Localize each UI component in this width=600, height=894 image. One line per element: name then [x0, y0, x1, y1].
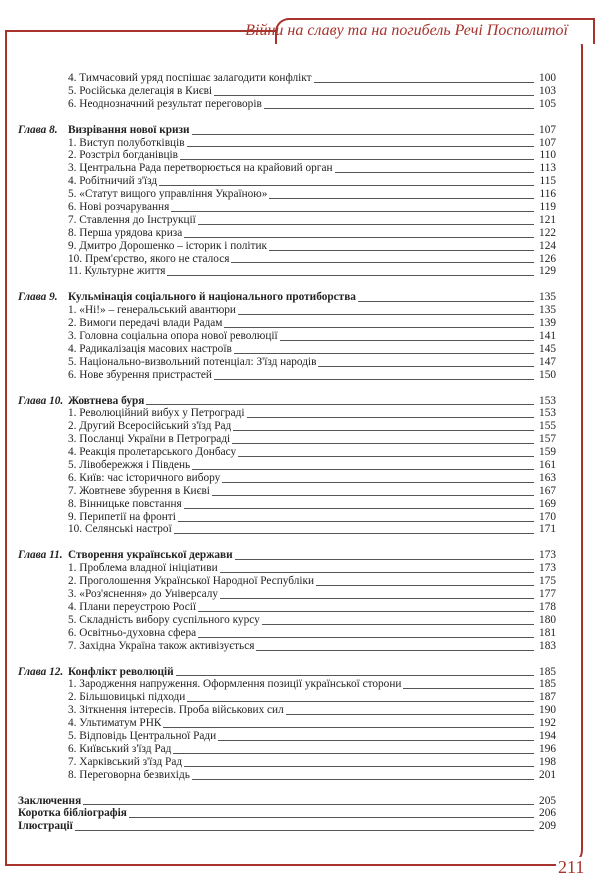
chapter-section — [18, 666, 556, 782]
page-ref: 135 — [539, 291, 556, 304]
toc-item — [18, 678, 556, 691]
toc-item — [18, 317, 556, 330]
page-ref: 192 — [539, 717, 556, 730]
page-ref: 198 — [539, 755, 556, 768]
toc-item — [18, 485, 556, 498]
toc-item — [18, 730, 556, 743]
chapter-title: Створення української держави — [68, 549, 233, 562]
page-ref: 113 — [539, 162, 556, 175]
page-ref: 153 — [539, 394, 556, 407]
toc-item — [18, 227, 556, 240]
leader-line — [235, 559, 534, 560]
page-ref: 178 — [539, 600, 556, 613]
page-ref: 170 — [539, 510, 556, 523]
toc-item — [18, 137, 556, 150]
toc-item — [18, 743, 556, 756]
back-matter-entry — [18, 820, 556, 833]
entry-title: 6. Нові розчарування — [68, 201, 170, 213]
leader-line — [129, 817, 534, 818]
leader-line — [220, 598, 534, 599]
page-ref: 159 — [539, 446, 556, 459]
entry-title: 6. Київський з'їзд Рад — [68, 742, 172, 755]
entry-title: 6. Неоднозначний результат переговорів — [68, 97, 262, 110]
page-ref: 110 — [539, 149, 556, 162]
toc-item — [18, 330, 556, 343]
page-ref: 167 — [539, 484, 556, 497]
entry-title: 6. Нове збурення пристрастей — [68, 368, 212, 381]
leader-line — [280, 340, 534, 341]
leader-line — [167, 275, 534, 276]
entry-title: 5. «Статут вищого управління Україною» — [68, 188, 268, 201]
toc-item — [18, 98, 556, 111]
page-ref: 206 — [539, 807, 556, 820]
back-matter-entry — [18, 795, 556, 808]
page-ref: 107 — [539, 123, 556, 136]
leader-line — [174, 533, 534, 534]
page-ref: 115 — [539, 175, 556, 188]
entry-title: 5. Російська делегація в Києві — [68, 84, 213, 97]
page-ref: 181 — [539, 626, 556, 639]
toc-item — [18, 201, 556, 214]
toc-item — [18, 175, 556, 188]
chapter-prefix: Глава 10. — [18, 394, 64, 407]
chapter-heading — [18, 291, 556, 304]
entry-title: 4. Ультиматум РНК — [68, 717, 162, 730]
leader-line — [180, 159, 534, 160]
page-ref: 183 — [539, 639, 556, 652]
page-ref: 116 — [539, 188, 556, 201]
page-ref: 185 — [539, 665, 556, 678]
chapter-prefix: Глава 9. — [18, 291, 58, 304]
entry-title: 2. Проголошення Української Народної Республіки — [68, 575, 315, 588]
leader-line — [192, 469, 534, 470]
page-ref: 103 — [539, 84, 556, 97]
chapter-section — [18, 395, 556, 537]
leader-line — [264, 108, 534, 109]
leader-line — [231, 262, 534, 263]
leader-line — [187, 701, 534, 702]
entry-title: 7. Харківський з'їзд Рад — [68, 755, 183, 768]
entry-title: 5. Лівобережжя і Південь — [68, 459, 191, 472]
entry-title: 7. Західна Україна також активізується — [68, 639, 255, 652]
entry-title: 3. Посланці України в Петрограді — [68, 433, 231, 446]
table-of-contents — [18, 72, 556, 833]
entry-title: 1. Виступ полуботківців — [68, 136, 185, 149]
leader-line — [83, 804, 534, 805]
leader-line — [192, 779, 534, 780]
leader-line — [358, 301, 534, 302]
toc-item — [18, 511, 556, 524]
leader-line — [218, 740, 534, 741]
page-ref: 105 — [539, 97, 556, 110]
leader-line — [184, 766, 534, 767]
chapter-section — [18, 124, 556, 279]
page-ref: 157 — [539, 433, 556, 446]
entry-title: 4. Тимчасовий уряд поспішає залагодити конфлікт — [68, 71, 312, 84]
toc-item — [18, 304, 556, 317]
entry-title: 3. «Роз'яснення» до Універсалу — [68, 588, 219, 601]
leader-line — [256, 650, 534, 651]
toc-item — [18, 356, 556, 369]
page-ref: 145 — [539, 342, 556, 355]
leader-line — [233, 430, 534, 431]
entry-title: 8. Вінницьке повстання — [68, 497, 182, 510]
chapter-heading — [18, 395, 556, 408]
leader-line — [238, 314, 534, 315]
page-number: 211 — [558, 857, 585, 877]
page-ref: 122 — [539, 226, 556, 239]
toc-item — [18, 149, 556, 162]
toc-item — [18, 498, 556, 511]
page-ref: 177 — [539, 588, 556, 601]
entry-title — [18, 395, 144, 408]
running-header: Війни на славу та на погибель Речі Посполитої — [245, 22, 568, 39]
entry-title: 10. Селянські настрої — [68, 523, 172, 536]
page-ref: 100 — [539, 71, 556, 84]
back-matter-entry — [18, 807, 556, 820]
leader-line — [75, 830, 534, 831]
leader-line — [159, 185, 534, 186]
page-ref: 173 — [539, 549, 556, 562]
entry-title: 3. Центральна Рада перетворюється на крайовий орган — [68, 162, 333, 175]
leader-line — [214, 379, 534, 380]
toc-item — [18, 575, 556, 588]
page-ref: 209 — [539, 820, 556, 833]
page-ref: 155 — [539, 420, 556, 433]
entry-title: 1. Зародження напруження. Оформлення позиції української сторони — [68, 678, 402, 691]
toc-item — [18, 85, 556, 98]
toc-item — [18, 640, 556, 653]
leader-line — [178, 521, 534, 522]
chapter-title: Жовтнева буря — [68, 394, 145, 407]
entry-title: 4. Робітничий з'їзд — [68, 175, 158, 188]
toc-item — [18, 562, 556, 575]
entry-title: 5. Відповідь Центральної Ради — [68, 729, 217, 742]
entry-title: Заключення — [18, 794, 82, 807]
entry-title — [18, 666, 174, 679]
leader-line — [198, 637, 534, 638]
toc-item — [18, 369, 556, 382]
page-ref: 205 — [539, 794, 556, 807]
toc-item — [18, 717, 556, 730]
entry-title: 1. Проблема владної ініціативи — [68, 562, 218, 575]
leader-line — [234, 353, 534, 354]
entry-title: 4. Плани переустрою Росії — [68, 600, 196, 613]
chapter-section — [18, 291, 556, 381]
chapter-title: Конфлікт революцій — [68, 665, 174, 678]
leader-line — [403, 688, 534, 689]
entry-title: 2. Другий Всеросійський з'їзд Рад — [68, 420, 232, 433]
toc-item — [18, 188, 556, 201]
toc-item — [18, 627, 556, 640]
page-ref: 119 — [539, 201, 556, 213]
leader-line — [198, 224, 534, 225]
page-ref: 126 — [539, 252, 556, 265]
page-ref: 139 — [539, 317, 556, 330]
entry-title: 1. Революційний вибух у Петрограді — [68, 407, 245, 420]
page-ref: 135 — [539, 304, 556, 317]
toc-item — [18, 265, 556, 278]
leader-line — [192, 134, 534, 135]
entry-title: 7. Жовтневе збурення в Києві — [68, 484, 210, 497]
entry-title: 6. Київ: час історичного вибору — [68, 471, 221, 484]
leader-line — [335, 172, 534, 173]
leader-line — [269, 198, 534, 199]
page-ref: 147 — [539, 355, 556, 368]
page-ref: 194 — [539, 729, 556, 742]
toc-item — [18, 524, 556, 537]
intro-section — [18, 72, 556, 111]
toc-item — [18, 162, 556, 175]
entry-title — [18, 291, 356, 304]
toc-item — [18, 214, 556, 227]
page-ref: 153 — [539, 407, 556, 420]
leader-line — [187, 146, 534, 147]
toc-item — [18, 614, 556, 627]
toc-item — [18, 704, 556, 717]
chapter-heading — [18, 549, 556, 562]
page-ref: 141 — [539, 330, 556, 343]
entry-title: 1. «Ні!» – генеральський авантюри — [68, 304, 236, 317]
page-ref: 150 — [539, 368, 556, 381]
entry-title: 5. Складність вибору суспільного курсу — [68, 613, 260, 626]
leader-line — [318, 366, 534, 367]
toc-item — [18, 433, 556, 446]
leader-line — [212, 495, 534, 496]
toc-item — [18, 472, 556, 485]
toc-item — [18, 601, 556, 614]
entry-title: 6. Освітньо-духовна сфера — [68, 626, 197, 639]
entry-title: 2. Розстріл богданівців — [68, 149, 179, 162]
entry-title: 5. Національно-визвольний потенціал: З'їзд народів — [68, 355, 317, 368]
page-ref: 180 — [539, 613, 556, 626]
back-matter — [18, 795, 556, 834]
leader-line — [247, 417, 535, 418]
chapter-prefix: Глава 11. — [18, 549, 63, 562]
page-ref: 171 — [539, 523, 556, 536]
entry-title: 7. Ставлення до Інструкції — [68, 213, 196, 226]
entry-title: 3. Зіткнення інтересів. Проба військових сил — [68, 704, 284, 717]
leader-line — [222, 482, 534, 483]
entry-title: 2. Більшовицькі підходи — [68, 691, 186, 704]
leader-line — [171, 211, 534, 212]
leader-line — [314, 82, 534, 83]
toc-item — [18, 756, 556, 769]
leader-line — [220, 572, 534, 573]
leader-line — [316, 585, 534, 586]
entry-title: 4. Радикалізація масових настроїв — [68, 342, 232, 355]
entry-title: 10. Прем'єрство, якого не сталося — [68, 252, 230, 265]
leader-line — [184, 508, 534, 509]
toc-item — [18, 446, 556, 459]
toc-item — [18, 769, 556, 782]
toc-item — [18, 253, 556, 266]
chapter-prefix: Глава 8. — [18, 123, 58, 136]
chapter-prefix: Глава 12. — [18, 665, 64, 678]
toc-item — [18, 407, 556, 420]
page-ref: 173 — [539, 562, 556, 575]
entry-title: 8. Перша урядова криза — [68, 226, 183, 239]
page-ref: 196 — [539, 742, 556, 755]
toc-item — [18, 691, 556, 704]
entry-title — [18, 124, 190, 137]
page-ref: 124 — [539, 239, 556, 252]
entry-title: 4. Реакція пролетарського Донбасу — [68, 446, 237, 459]
page-ref: 107 — [539, 136, 556, 149]
toc-item — [18, 343, 556, 356]
leader-line — [146, 404, 534, 405]
toc-item — [18, 588, 556, 601]
chapter-heading — [18, 124, 556, 137]
entry-title: 9. Перипетії на фронті — [68, 510, 176, 523]
page-ref: 185 — [539, 678, 556, 691]
page-ref: 187 — [539, 691, 556, 704]
leader-line — [238, 456, 534, 457]
leader-line — [198, 611, 534, 612]
page-ref: 129 — [539, 265, 556, 278]
entry-title — [18, 549, 233, 562]
entry-title: 2. Вимоги передачі влади Радам — [68, 317, 223, 330]
page-ref: 121 — [539, 213, 556, 226]
chapter-section — [18, 549, 556, 652]
leader-line — [224, 327, 534, 328]
toc-item — [18, 420, 556, 433]
leader-line — [262, 624, 534, 625]
entry-title: 11. Культурне життя — [68, 265, 166, 278]
leader-line — [286, 714, 534, 715]
entry-title: Ілюстрації — [18, 820, 73, 833]
entry-title: 9. Дмитро Дорошенко – історик і політик — [68, 239, 268, 252]
toc-item — [18, 240, 556, 253]
leader-line — [173, 753, 534, 754]
page-ref: 169 — [539, 497, 556, 510]
chapter-title: Визрівання нової кризи — [68, 123, 190, 136]
entry-title: 3. Головна соціальна опора нової революції — [68, 330, 278, 343]
toc-item — [18, 72, 556, 85]
entry-title: 8. Переговорна безвихідь — [68, 768, 190, 781]
chapter-title: Кульмінація соціального й національного протиборства — [68, 291, 356, 304]
leader-line — [214, 95, 534, 96]
chapter-heading — [18, 666, 556, 679]
leader-line — [176, 675, 534, 676]
page-ref: 190 — [539, 704, 556, 717]
page-ref: 163 — [539, 471, 556, 484]
leader-line — [269, 250, 534, 251]
toc-item — [18, 459, 556, 472]
entry-title: Коротка бібліографія — [18, 807, 127, 820]
page-ref: 201 — [539, 768, 556, 781]
page-ref: 161 — [539, 459, 556, 472]
page-ref: 175 — [539, 575, 556, 588]
leader-line — [184, 237, 534, 238]
leader-line — [163, 727, 534, 728]
leader-line — [232, 443, 534, 444]
